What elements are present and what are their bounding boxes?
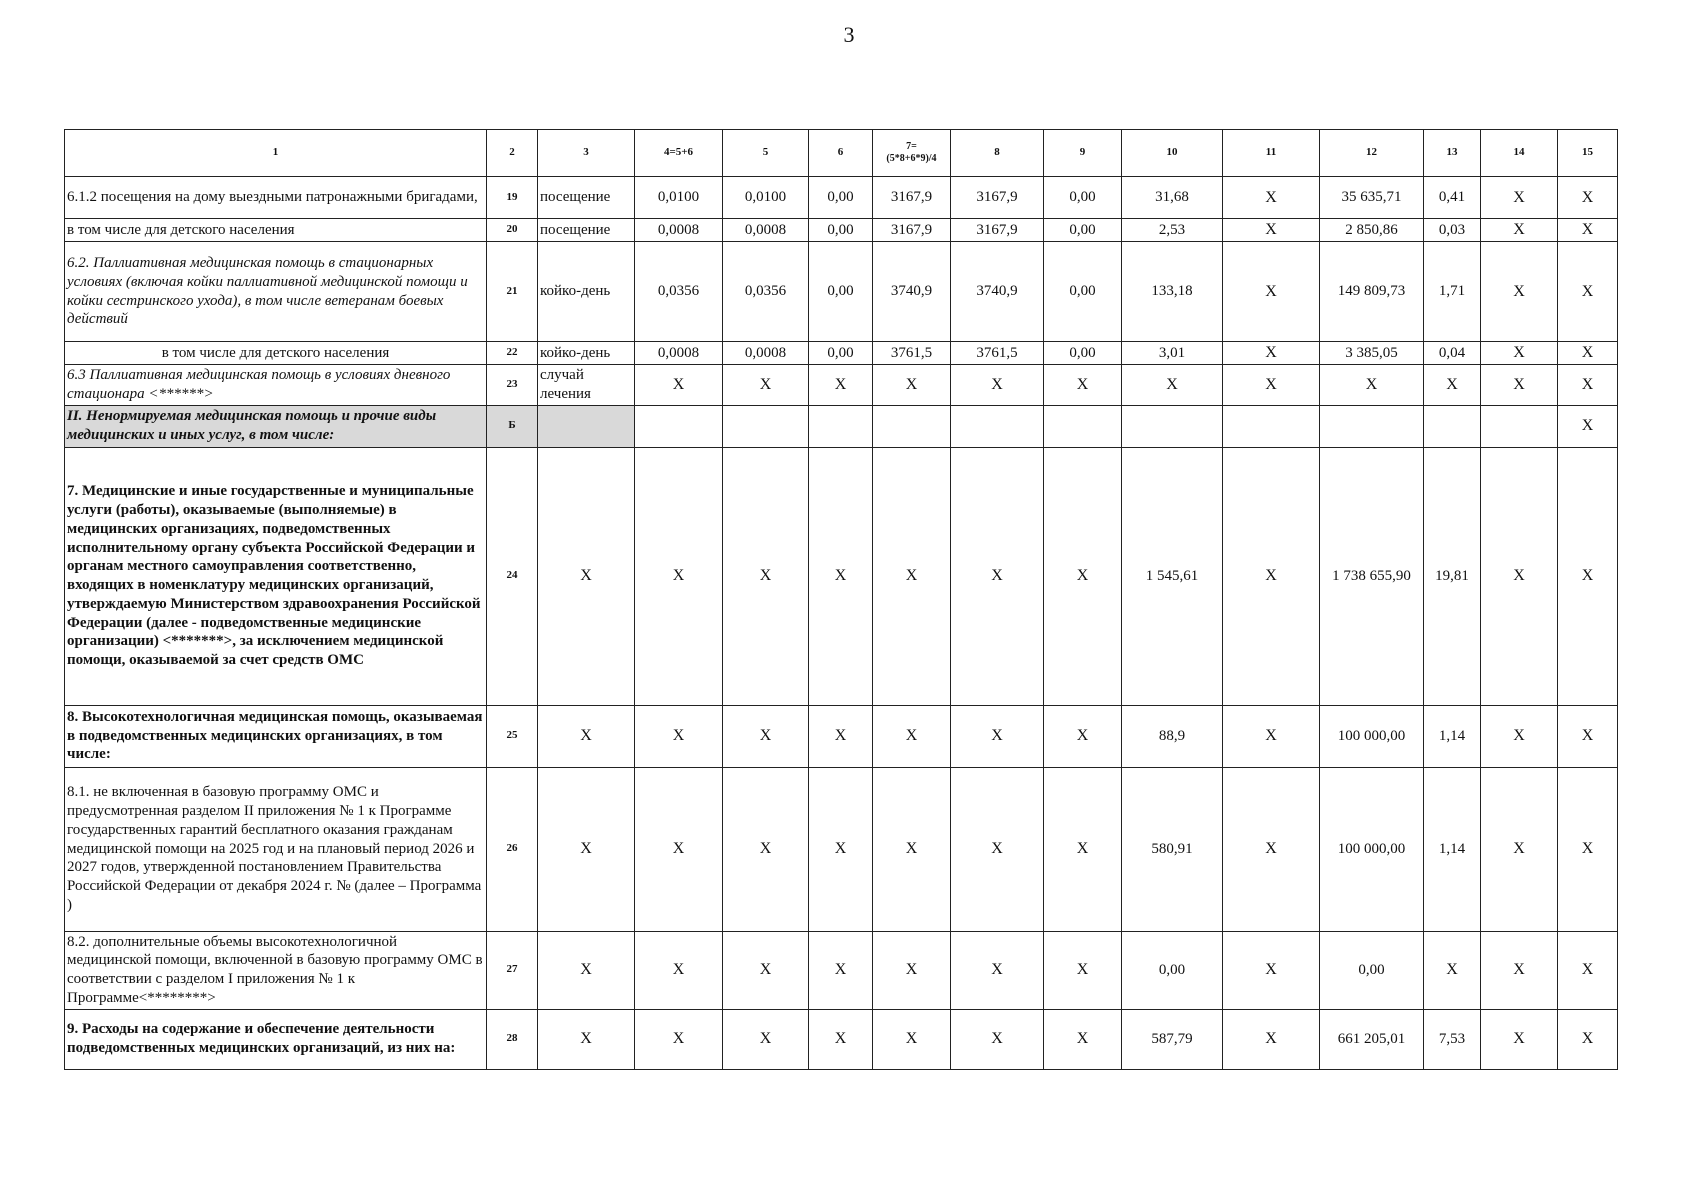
table-cell xyxy=(1223,405,1320,447)
row-number: 20 xyxy=(487,219,538,242)
table-cell: Х xyxy=(951,931,1044,1009)
table-cell: 0,41 xyxy=(1424,177,1481,219)
table-cell: Х xyxy=(809,1009,873,1069)
table-cell: Х xyxy=(1044,1009,1122,1069)
table-cell: 2,53 xyxy=(1122,219,1223,242)
table-row xyxy=(65,1009,1618,1069)
table-cell: Х xyxy=(1044,767,1122,931)
row-name: в том числе для детского населения xyxy=(65,342,487,365)
table-cell: 1 545,61 xyxy=(1122,447,1223,705)
table-cell: Х xyxy=(809,447,873,705)
table-cell: 0,00 xyxy=(1320,931,1424,1009)
table-cell: Х xyxy=(1223,705,1320,767)
table-cell: Х xyxy=(723,447,809,705)
table-cell: 3167,9 xyxy=(951,219,1044,242)
table-cell: Х xyxy=(1044,447,1122,705)
row-unit: койко-день xyxy=(538,242,635,342)
row-name: 8.1. не включенная в базовую программу ОМС и предусмотренная разделом II приложения № 1 к Программе государственных гарантий бесплатного оказания гражданам медицинской помощи на 2025 год и на плановый период 2026 и 2027 годов, утвержденной постановлением Правительства Российской Федерации от декабря 2024 г. № (далее – Программа ) xyxy=(65,767,487,931)
table-cell: Х xyxy=(951,365,1044,406)
table-row xyxy=(65,365,1618,406)
table-cell: 35 635,71 xyxy=(1320,177,1424,219)
table-cell: Х xyxy=(635,1009,723,1069)
table-cell: Х xyxy=(723,365,809,406)
table-cell: 0,00 xyxy=(809,219,873,242)
table-cell: Х xyxy=(1223,365,1320,406)
table-cell: 88,9 xyxy=(1122,705,1223,767)
table-cell: Х xyxy=(1481,177,1558,219)
table-cell: Х xyxy=(1223,767,1320,931)
table-cell: Х xyxy=(1481,705,1558,767)
col-header: 7= (5*8+6*9)/4 xyxy=(873,130,951,177)
table-cell: Х xyxy=(809,767,873,931)
row-number: 24 xyxy=(487,447,538,705)
table-cell: 100 000,00 xyxy=(1320,705,1424,767)
table-cell: Х xyxy=(1481,767,1558,931)
table-cell: Х xyxy=(635,365,723,406)
row-number: Б xyxy=(487,405,538,447)
table-cell: 580,91 xyxy=(1122,767,1223,931)
table-cell: 100 000,00 xyxy=(1320,767,1424,931)
table-cell: 3761,5 xyxy=(873,342,951,365)
table-cell: Х xyxy=(723,1009,809,1069)
table-cell: 19,81 xyxy=(1424,447,1481,705)
row-unit: Х xyxy=(538,1009,635,1069)
table-cell: 3167,9 xyxy=(873,177,951,219)
row-number: 22 xyxy=(487,342,538,365)
table-cell: 3761,5 xyxy=(951,342,1044,365)
table-cell: 3,01 xyxy=(1122,342,1223,365)
col-header: 4=5+6 xyxy=(635,130,723,177)
table-cell: 3740,9 xyxy=(951,242,1044,342)
row-name: 8. Высокотехнологичная медицинская помощь, оказываемая в подведомственных медицинских организациях, в том числе: xyxy=(65,705,487,767)
table-cell: 0,0100 xyxy=(635,177,723,219)
table-cell: Х xyxy=(1223,219,1320,242)
table-cell: Х xyxy=(1481,219,1558,242)
table-cell: Х xyxy=(1481,242,1558,342)
table-row xyxy=(65,177,1618,219)
table-cell: Х xyxy=(1223,342,1320,365)
table-cell xyxy=(635,405,723,447)
table-cell: Х xyxy=(951,447,1044,705)
table-cell: Х xyxy=(951,705,1044,767)
row-name: в том числе для детского населения xyxy=(65,219,487,242)
table-cell: 7,53 xyxy=(1424,1009,1481,1069)
table-row xyxy=(65,447,1618,705)
table-row xyxy=(65,405,1618,447)
table-cell: Х xyxy=(1223,1009,1320,1069)
row-number: 27 xyxy=(487,931,538,1009)
table-cell: Х xyxy=(1044,365,1122,406)
row-unit: Х xyxy=(538,705,635,767)
row-unit: случай лечения xyxy=(538,365,635,406)
table-cell xyxy=(1481,405,1558,447)
table-cell: 0,00 xyxy=(1044,177,1122,219)
col-header: 2 xyxy=(487,130,538,177)
table-cell: 1,71 xyxy=(1424,242,1481,342)
col-header: 14 xyxy=(1481,130,1558,177)
table-cell: 0,0008 xyxy=(635,342,723,365)
table-cell: 3167,9 xyxy=(873,219,951,242)
table-cell xyxy=(1320,405,1424,447)
col-header: 12 xyxy=(1320,130,1424,177)
table-cell: 0,0008 xyxy=(723,219,809,242)
table-cell: Х xyxy=(1481,342,1558,365)
table-cell: Х xyxy=(1558,177,1618,219)
table-cell: Х xyxy=(1481,447,1558,705)
table-cell: 1,14 xyxy=(1424,767,1481,931)
table-cell: Х xyxy=(873,931,951,1009)
table-cell: 1,14 xyxy=(1424,705,1481,767)
table-cell: 133,18 xyxy=(1122,242,1223,342)
table-cell: Х xyxy=(635,447,723,705)
table-cell: 3167,9 xyxy=(951,177,1044,219)
row-number: 28 xyxy=(487,1009,538,1069)
table-cell: 0,00 xyxy=(809,177,873,219)
row-unit: посещение xyxy=(538,177,635,219)
row-name: 6.3 Паллиативная медицинская помощь в условиях дневного стационара <******> xyxy=(65,365,487,406)
table-cell: 0,0356 xyxy=(635,242,723,342)
table-cell: 587,79 xyxy=(1122,1009,1223,1069)
table-row xyxy=(65,931,1618,1009)
table-cell: 0,00 xyxy=(1044,342,1122,365)
table-cell xyxy=(873,405,951,447)
table-cell: Х xyxy=(1558,342,1618,365)
row-unit: Х xyxy=(538,931,635,1009)
page-number: 3 xyxy=(843,22,855,47)
table-cell: Х xyxy=(1122,365,1223,406)
table-cell: Х xyxy=(1558,405,1618,447)
col-header: 10 xyxy=(1122,130,1223,177)
table-cell: 0,04 xyxy=(1424,342,1481,365)
table-cell xyxy=(809,405,873,447)
table-cell: 3740,9 xyxy=(873,242,951,342)
table-cell: Х xyxy=(1223,447,1320,705)
table-cell: 0,03 xyxy=(1424,219,1481,242)
table-cell: Х xyxy=(1558,447,1618,705)
row-name: 7. Медицинские и иные государственные и муниципальные услуги (работы), оказываемые (выполняемые) в медицинских организациях, подведомственных исполнительному органу субъекта Российской Федерации и органам местного самоуправления соответственно, входящих в номенклатуру медицинских организаций, утверждаемую Министерством здравоохранения Российской Федерации (далее - подведомственные медицинские организации) <*******>, за исключением медицинской помощи, оказываемой за счет средств ОМС xyxy=(65,447,487,705)
table-cell: Х xyxy=(873,767,951,931)
table-cell xyxy=(951,405,1044,447)
table-cell: Х xyxy=(1223,242,1320,342)
row-number: 25 xyxy=(487,705,538,767)
row-name: 9. Расходы на содержание и обеспечение деятельности подведомственных медицинских организаций, из них на: xyxy=(65,1009,487,1069)
row-name: 6.2. Паллиативная медицинская помощь в стационарных условиях (включая койки паллиативной медицинской помощи и койки сестринского ухода), в том числе ветеранам боевых действий xyxy=(65,242,487,342)
table-cell: 0,00 xyxy=(809,242,873,342)
table-cell: Х xyxy=(1558,1009,1618,1069)
table-cell: Х xyxy=(1044,931,1122,1009)
table-row xyxy=(65,242,1618,342)
table-cell: Х xyxy=(1558,767,1618,931)
table-cell: Х xyxy=(809,705,873,767)
financial-table xyxy=(64,129,1618,1070)
table-cell: Х xyxy=(1481,365,1558,406)
table-cell: 0,00 xyxy=(1044,219,1122,242)
table-cell: 0,0008 xyxy=(635,219,723,242)
table-row xyxy=(65,767,1618,931)
table-cell: Х xyxy=(951,767,1044,931)
table-cell: 0,0356 xyxy=(723,242,809,342)
table-cell: Х xyxy=(723,931,809,1009)
table-cell: Х xyxy=(951,1009,1044,1069)
table-cell: Х xyxy=(635,931,723,1009)
table-cell: Х xyxy=(1558,931,1618,1009)
table-cell: Х xyxy=(1320,365,1424,406)
table-cell: 0,00 xyxy=(1044,242,1122,342)
col-header: 6 xyxy=(809,130,873,177)
table-cell: Х xyxy=(1481,931,1558,1009)
col-header: 13 xyxy=(1424,130,1481,177)
table-row xyxy=(65,342,1618,365)
table-cell: 0,00 xyxy=(809,342,873,365)
header-row xyxy=(65,130,1618,177)
col-header: 5 xyxy=(723,130,809,177)
table-cell: Х xyxy=(635,705,723,767)
table-cell xyxy=(1122,405,1223,447)
row-number: 19 xyxy=(487,177,538,219)
table-cell: Х xyxy=(873,365,951,406)
table-cell: 1 738 655,90 xyxy=(1320,447,1424,705)
table-cell: Х xyxy=(1223,931,1320,1009)
table-cell: Х xyxy=(635,767,723,931)
row-unit: Х xyxy=(538,767,635,931)
table-cell: Х xyxy=(723,767,809,931)
table-cell: Х xyxy=(1223,177,1320,219)
table-cell: 2 850,86 xyxy=(1320,219,1424,242)
table-cell: 0,0008 xyxy=(723,342,809,365)
table-cell: Х xyxy=(1044,705,1122,767)
table-cell: Х xyxy=(1424,365,1481,406)
table-cell: Х xyxy=(809,365,873,406)
table-cell: 149 809,73 xyxy=(1320,242,1424,342)
table-cell: Х xyxy=(1558,242,1618,342)
row-unit: посещение xyxy=(538,219,635,242)
row-number: 26 xyxy=(487,767,538,931)
table-row xyxy=(65,219,1618,242)
table-cell: 661 205,01 xyxy=(1320,1009,1424,1069)
table-cell: 31,68 xyxy=(1122,177,1223,219)
row-name: 8.2. дополнительные объемы высокотехнологичной медицинской помощи, включенной в базовую программу ОМС в соответствии с разделом I приложения № 1 к Программе<********> xyxy=(65,931,487,1009)
table-cell: Х xyxy=(873,1009,951,1069)
table-cell: Х xyxy=(809,931,873,1009)
table-cell: Х xyxy=(1558,705,1618,767)
table-cell: Х xyxy=(1481,1009,1558,1069)
table-cell xyxy=(1044,405,1122,447)
row-unit: койко-день xyxy=(538,342,635,365)
col-header: 11 xyxy=(1223,130,1320,177)
col-header: 1 xyxy=(65,130,487,177)
col-header: 3 xyxy=(538,130,635,177)
row-name: 6.1.2 посещения на дому выездными патронажными бригадами, xyxy=(65,177,487,219)
col-header: 8 xyxy=(951,130,1044,177)
col-header: 9 xyxy=(1044,130,1122,177)
table-cell xyxy=(723,405,809,447)
table-cell xyxy=(1424,405,1481,447)
table-cell: Х xyxy=(1558,365,1618,406)
table-cell: Х xyxy=(1424,931,1481,1009)
table-cell: 0,00 xyxy=(1122,931,1223,1009)
row-name: II. Ненормируемая медицинская помощь и прочие виды медицинских и иных услуг, в том числе: xyxy=(65,405,487,447)
table-row xyxy=(65,705,1618,767)
table-cell: Х xyxy=(723,705,809,767)
col-header: 15 xyxy=(1558,130,1618,177)
row-number: 23 xyxy=(487,365,538,406)
row-number: 21 xyxy=(487,242,538,342)
table-cell: Х xyxy=(873,705,951,767)
table-cell: Х xyxy=(1558,219,1618,242)
row-unit xyxy=(538,405,635,447)
table-cell: 0,0100 xyxy=(723,177,809,219)
row-unit: Х xyxy=(538,447,635,705)
table-cell: 3 385,05 xyxy=(1320,342,1424,365)
table-cell: Х xyxy=(873,447,951,705)
